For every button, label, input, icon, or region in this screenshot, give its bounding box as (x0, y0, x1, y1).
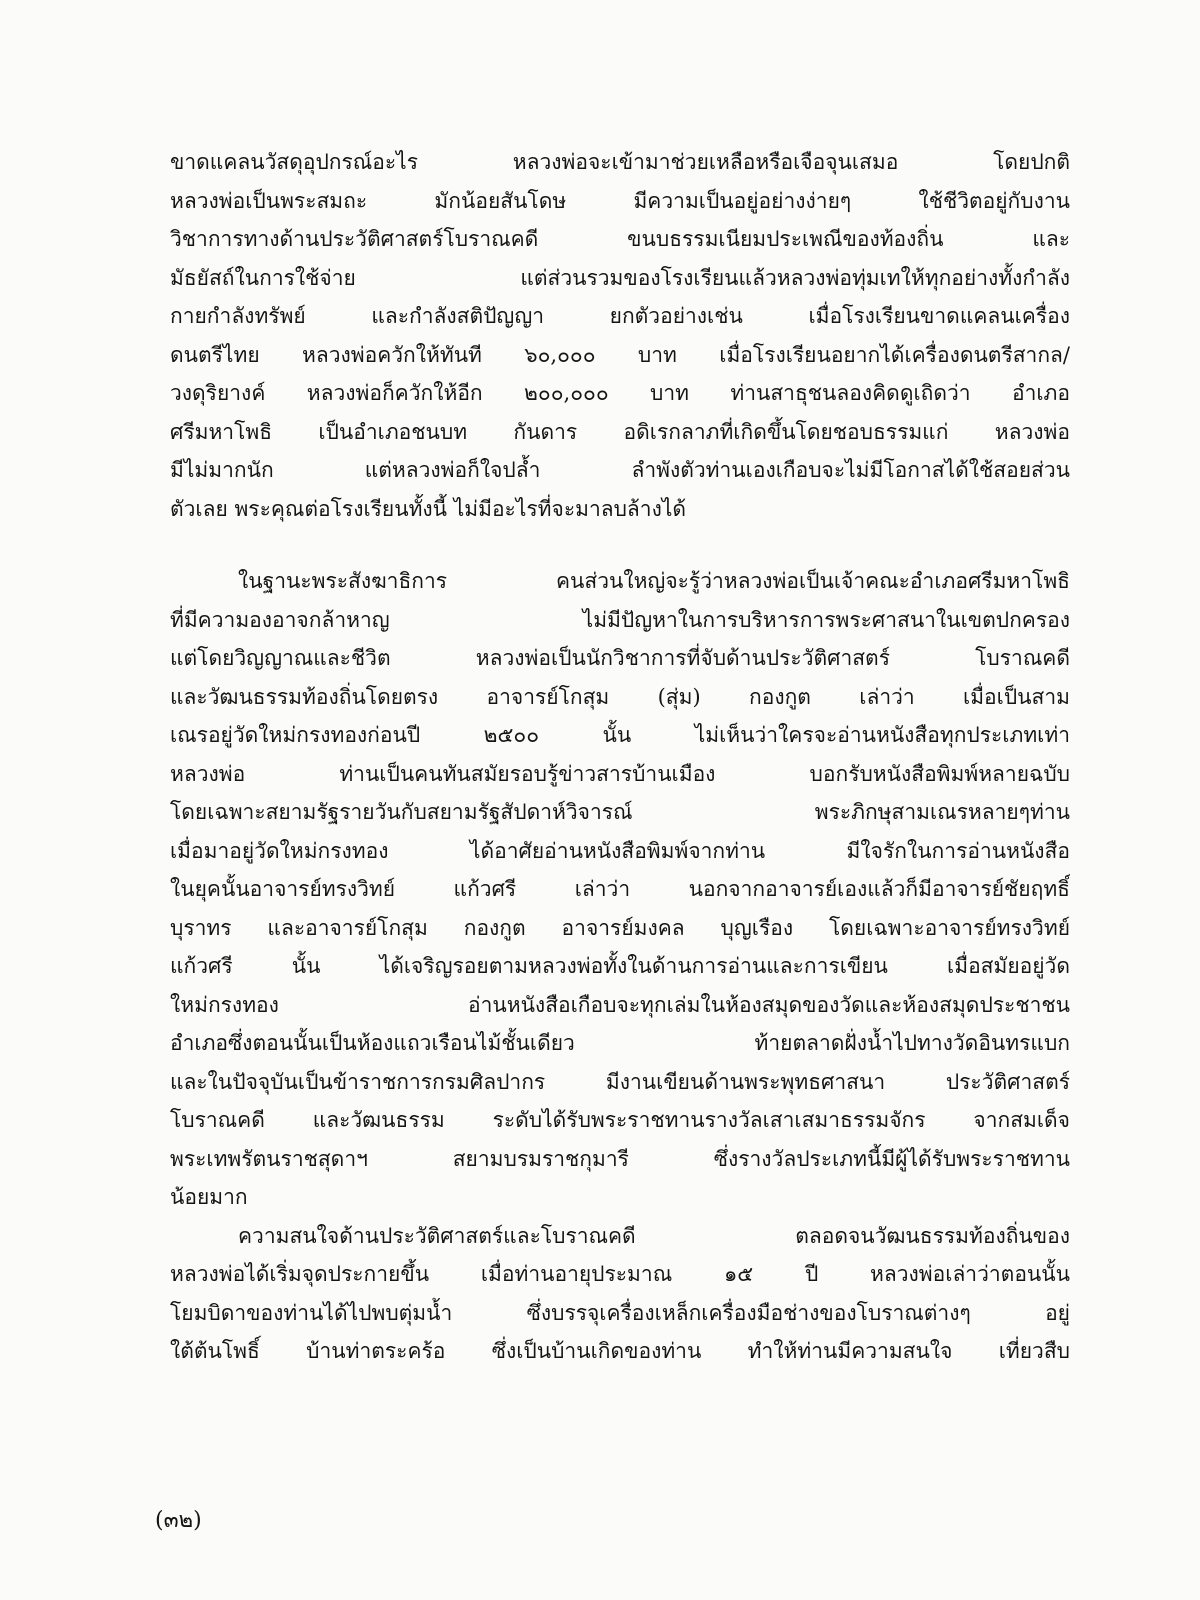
text-line: มัธยัสถ์ในการใช้จ่าย แต่ส่วนรวมของโรงเรียนแล้วหลวงพ่อทุ่มเทให้ทุกอย่างทั้งกำลัง (170, 265, 1070, 290)
body-text (170, 143, 1070, 1371)
text-line: หลวงพ่อ ท่านเป็นคนทันสมัยรอบรู้ข่าวสารบ้านเมือง บอกรับหนังสือพิมพ์หลายฉบับ (170, 761, 1070, 786)
text-line: ตัวเลย พระคุณต่อโรงเรียนทั้งนี้ ไม่มีอะไรที่จะมาลบล้างได้ (170, 496, 687, 521)
text-line: อำเภอซึ่งตอนนั้นเป็นห้องแถวเรือนไม้ชั้นเดียว ท้ายตลาดฝั่งน้ำไปทางวัดอินทรแบก (170, 1031, 1070, 1055)
paragraph-spacer (170, 528, 1070, 562)
paragraph-1 (170, 143, 1070, 528)
paragraph-3 (170, 1217, 1070, 1371)
text-line: และวัฒนธรรมท้องถิ่นโดยตรง อาจารย์โกสุม (สุ่ม) กองกูต เล่าว่า เมื่อเป็นสาม (170, 684, 1070, 709)
text-line: วิชาการทางด้านประวัติศาสตร์โบราณคดี ขนบธรรมเนียมประเพณีของท้องถิ่น และ (170, 227, 1070, 251)
text-line: โดยเฉพาะสยามรัฐรายวันกับสยามรัฐสัปดาห์วิจารณ์ พระภิกษุสามเณรหลายๆท่าน (170, 800, 1070, 824)
text-line: โบราณคดี และวัฒนธรรม ระดับได้รับพระราชทานรางวัลเสาเสมาธรรมจักร จากสมเด็จ (170, 1108, 1070, 1132)
text-line: ศรีมหาโพธิ เป็นอำเภอชนบท กันดาร อดิเรกลาภที่เกิดขึ้นโดยชอบธรรมแก่ หลวงพ่อ (170, 419, 1070, 444)
page-number: (๓๒) (155, 1508, 202, 1533)
text-line: มีไม่มากนัก แต่หลวงพ่อก็ใจปล้ำ ลำพังตัวท่านเองเกือบจะไม่มีโอกาสได้ใช้สอยส่วน (170, 458, 1070, 482)
text-line: ที่มีความองอาจกล้าหาญ ไม่มีปัญหาในการบริหารการพระศาสนาในเขตปกครอง (170, 607, 1070, 632)
text-line: หลวงพ่อได้เริ่มจุดประกายขึ้น เมื่อท่านอายุประมาณ ๑๕ ปี หลวงพ่อเล่าว่าตอนนั้น (170, 1262, 1070, 1286)
text-line: ใหม่กรงทอง อ่านหนังสือเกือบจะทุกเล่มในห้องสมุดของวัดและห้องสมุดประชาชน (170, 992, 1070, 1017)
text-line: น้อยมาก (170, 1185, 248, 1209)
text-line: ใต้ต้นโพธิ์ บ้านท่าตระคร้อ ซึ่งเป็นบ้านเกิดของท่าน ทำให้ท่านมีความสนใจ เที่ยวสืบ (170, 1339, 1070, 1363)
text-line: และในปัจจุบันเป็นข้าราชการกรมศิลปากร มีงานเขียนด้านพระพุทธศาสนา ประวัติศาสตร์ (170, 1069, 1070, 1094)
text-line: เมื่อมาอยู่วัดใหม่กรงทอง ได้อาศัยอ่านหนังสือพิมพ์จากท่าน มีใจรักในการอ่านหนังสือ (170, 838, 1070, 863)
text-line: แก้วศรี นั้น ได้เจริญรอยตามหลวงพ่อทั้งในด้านการอ่านและการเขียน เมื่อสมัยอยู่วัด (170, 954, 1070, 978)
text-line: ดนตรีไทย หลวงพ่อควักให้ทันที ๖๐,๐๐๐ บาท เมื่อโรงเรียนอยากได้เครื่องดนตรีสากล/ (170, 342, 1070, 367)
text-line: พระเทพรัตนราชสุดาฯ สยามบรมราชกุมารี ซึ่งรางวัลประเภทนี้มีผู้ได้รับพระราชทาน (170, 1146, 1070, 1171)
text-line: เณรอยู่วัดใหม่กรงทองก่อนปี ๒๕๐๐ นั้น ไม่เห็นว่าใครจะอ่านหนังสือทุกประเภทเท่า (170, 723, 1070, 747)
text-line: ความสนใจด้านประวัติศาสตร์และโบราณคดี ตลอดจนวัฒนธรรมท้องถิ่นของ (238, 1223, 1070, 1248)
text-line: แต่โดยวิญญาณและชีวิต หลวงพ่อเป็นนักวิชาการที่จับด้านประวัติศาสตร์ โบราณคดี (170, 646, 1070, 670)
text-line: วงดุริยางค์ หลวงพ่อก็ควักให้อีก ๒๐๐,๐๐๐ บาท ท่านสาธุชนลองคิดดูเถิดว่า อำเภอ (170, 381, 1070, 405)
text-line: หลวงพ่อเป็นพระสมถะ มักน้อยสันโดษ มีความเป็นอยู่อย่างง่ายๆ ใช้ชีวิตอยู่กับงาน (170, 188, 1070, 213)
text-line: โยมบิดาของท่านได้ไปพบตุ่มน้ำ ซึ่งบรรจุเครื่องเหล็กเครื่องมือช่างของโบราณต่างๆ อยู่ (170, 1300, 1070, 1325)
text-line: ในฐานะพระสังฆาธิการ คนส่วนใหญ่จะรู้ว่าหลวงพ่อเป็นเจ้าคณะอำเภอศรีมหาโพธิ (238, 569, 1070, 593)
text-line: ขาดแคลนวัสดุอุปกรณ์อะไร หลวงพ่อจะเข้ามาช่วยเหลือหรือเจือจุนเสมอ โดยปกติ (170, 150, 1070, 174)
paragraph-2 (170, 562, 1070, 1217)
text-line: กายกำลังทรัพย์ และกำลังสติปัญญา ยกตัวอย่างเช่น เมื่อโรงเรียนขาดแคลนเครื่อง (170, 304, 1070, 328)
text-line: บุราทร และอาจารย์โกสุม กองกูต อาจารย์มงคล บุญเรือง โดยเฉพาะอาจารย์ทรงวิทย์ (170, 915, 1070, 940)
text-line: ในยุคนั้นอาจารย์ทรงวิทย์ แก้วศรี เล่าว่า นอกจากอาจารย์เองแล้วก็มีอาจารย์ชัยฤทธิ์ (170, 877, 1070, 901)
